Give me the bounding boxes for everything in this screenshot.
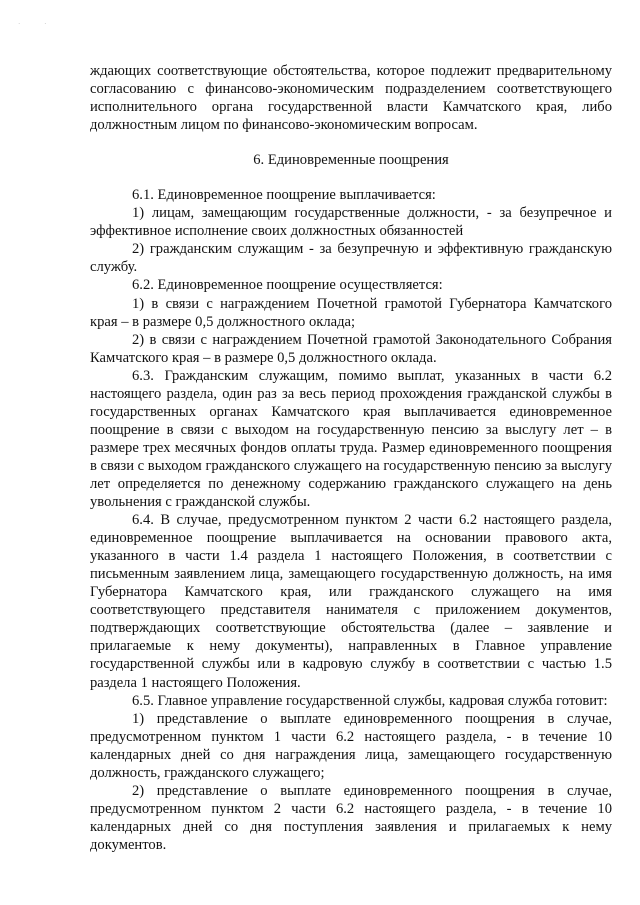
continued-paragraph: ждающих соответствующие обстоятельства, которое подлежит предварительному согласованию с финансово-экономическим подразделением соответствующего исполнительного органа государственной власти Камчатского края, либо должностным лицом по финансово-экономическим вопросам. <box>90 63 612 134</box>
paragraph-6-3: 6.3. Гражданским служащим, помимо выплат, указанных в части 6.2 настоящего раздела, один раз за весь период прохождения гражданской службы в государственных органах Камчатского края выплачивается единовременное поощрение в связи с выходом на государственную пенсию за выслугу лет – в размере трех месячных фондов оплаты труда. Размер единовременного поощрения в связи с выходом гражданского служащего на государственную пенсию за выслугу лет определяется по денежному содержанию гражданского служащего на день увольнения с гражданской службы. <box>90 367 612 511</box>
paragraph-6-2-item-2: 2) в связи с награждением Почетной грамотой Законодательного Собрания Камчатского края – в размере 0,5 должностного оклада. <box>90 331 612 366</box>
paragraph-6-5-item-2: 2) представление о выплате единовременного поощрения в случае, предусмотренном пунктом 2 части 6.2 настоящего раздела, - в течение 10 календарных дней со дня поступления заявления и прилагаемых к нему документов. <box>90 782 612 853</box>
paragraph-6-2-item-1: 1) в связи с награждением Почетной грамотой Губернатора Камчатского края – в размере 0,5 должностного оклада; <box>90 295 612 330</box>
scan-mark: · <box>18 20 21 28</box>
paragraph-6-1-item-2: 2) гражданским служащим - за безупречную и эффективную гражданскую службу. <box>90 241 612 276</box>
scan-mark: · <box>44 20 47 28</box>
section-heading: 6. Единовременные поощрения <box>253 152 449 169</box>
paragraph-6-5: 6.5. Главное управление государственной службы, кадровая служба готовит: <box>132 692 608 709</box>
paragraph-6-4: 6.4. В случае, предусмотренном пунктом 2 части 6.2 настоящего раздела, единовременное поощрение выплачивается на основании правового акта, указанного в части 1.4 раздела 1 настоящего Положения, в соответствии с письменным заявлением лица, замещающего государственную должность, на имя Губернатора Камчатского края, или гражданского служащего на имя соответствующего представителя нанимателя с приложением документов, подтверждающих соответствующие обстоятельства (далее – заявление и прилагаемые к нему документы), направленных в Главное управление государственной службы или в кадровую службу в соответствии с частью 1.5 раздела 1 настоящего Положения. <box>90 512 612 691</box>
document-body <box>90 62 612 854</box>
paragraph-6-5-item-1: 1) представление о выплате единовременного поощрения в случае, предусмотренном пунктом 1 части 6.2 настоящего раздела, - в течение 10 календарных дней со дня награждения лица, замещающего государственную должность, гражданского служащего; <box>90 710 612 781</box>
scan-marks <box>18 20 68 28</box>
paragraph-6-2: 6.2. Единовременное поощрение осуществляется: <box>132 277 443 294</box>
paragraph-6-1: 6.1. Единовременное поощрение выплачивается: <box>132 187 436 204</box>
paragraph-6-1-item-1: 1) лицам, замещающим государственные должности, - за безупречное и эффективное исполнение своих должностных обязанностей <box>90 205 612 240</box>
